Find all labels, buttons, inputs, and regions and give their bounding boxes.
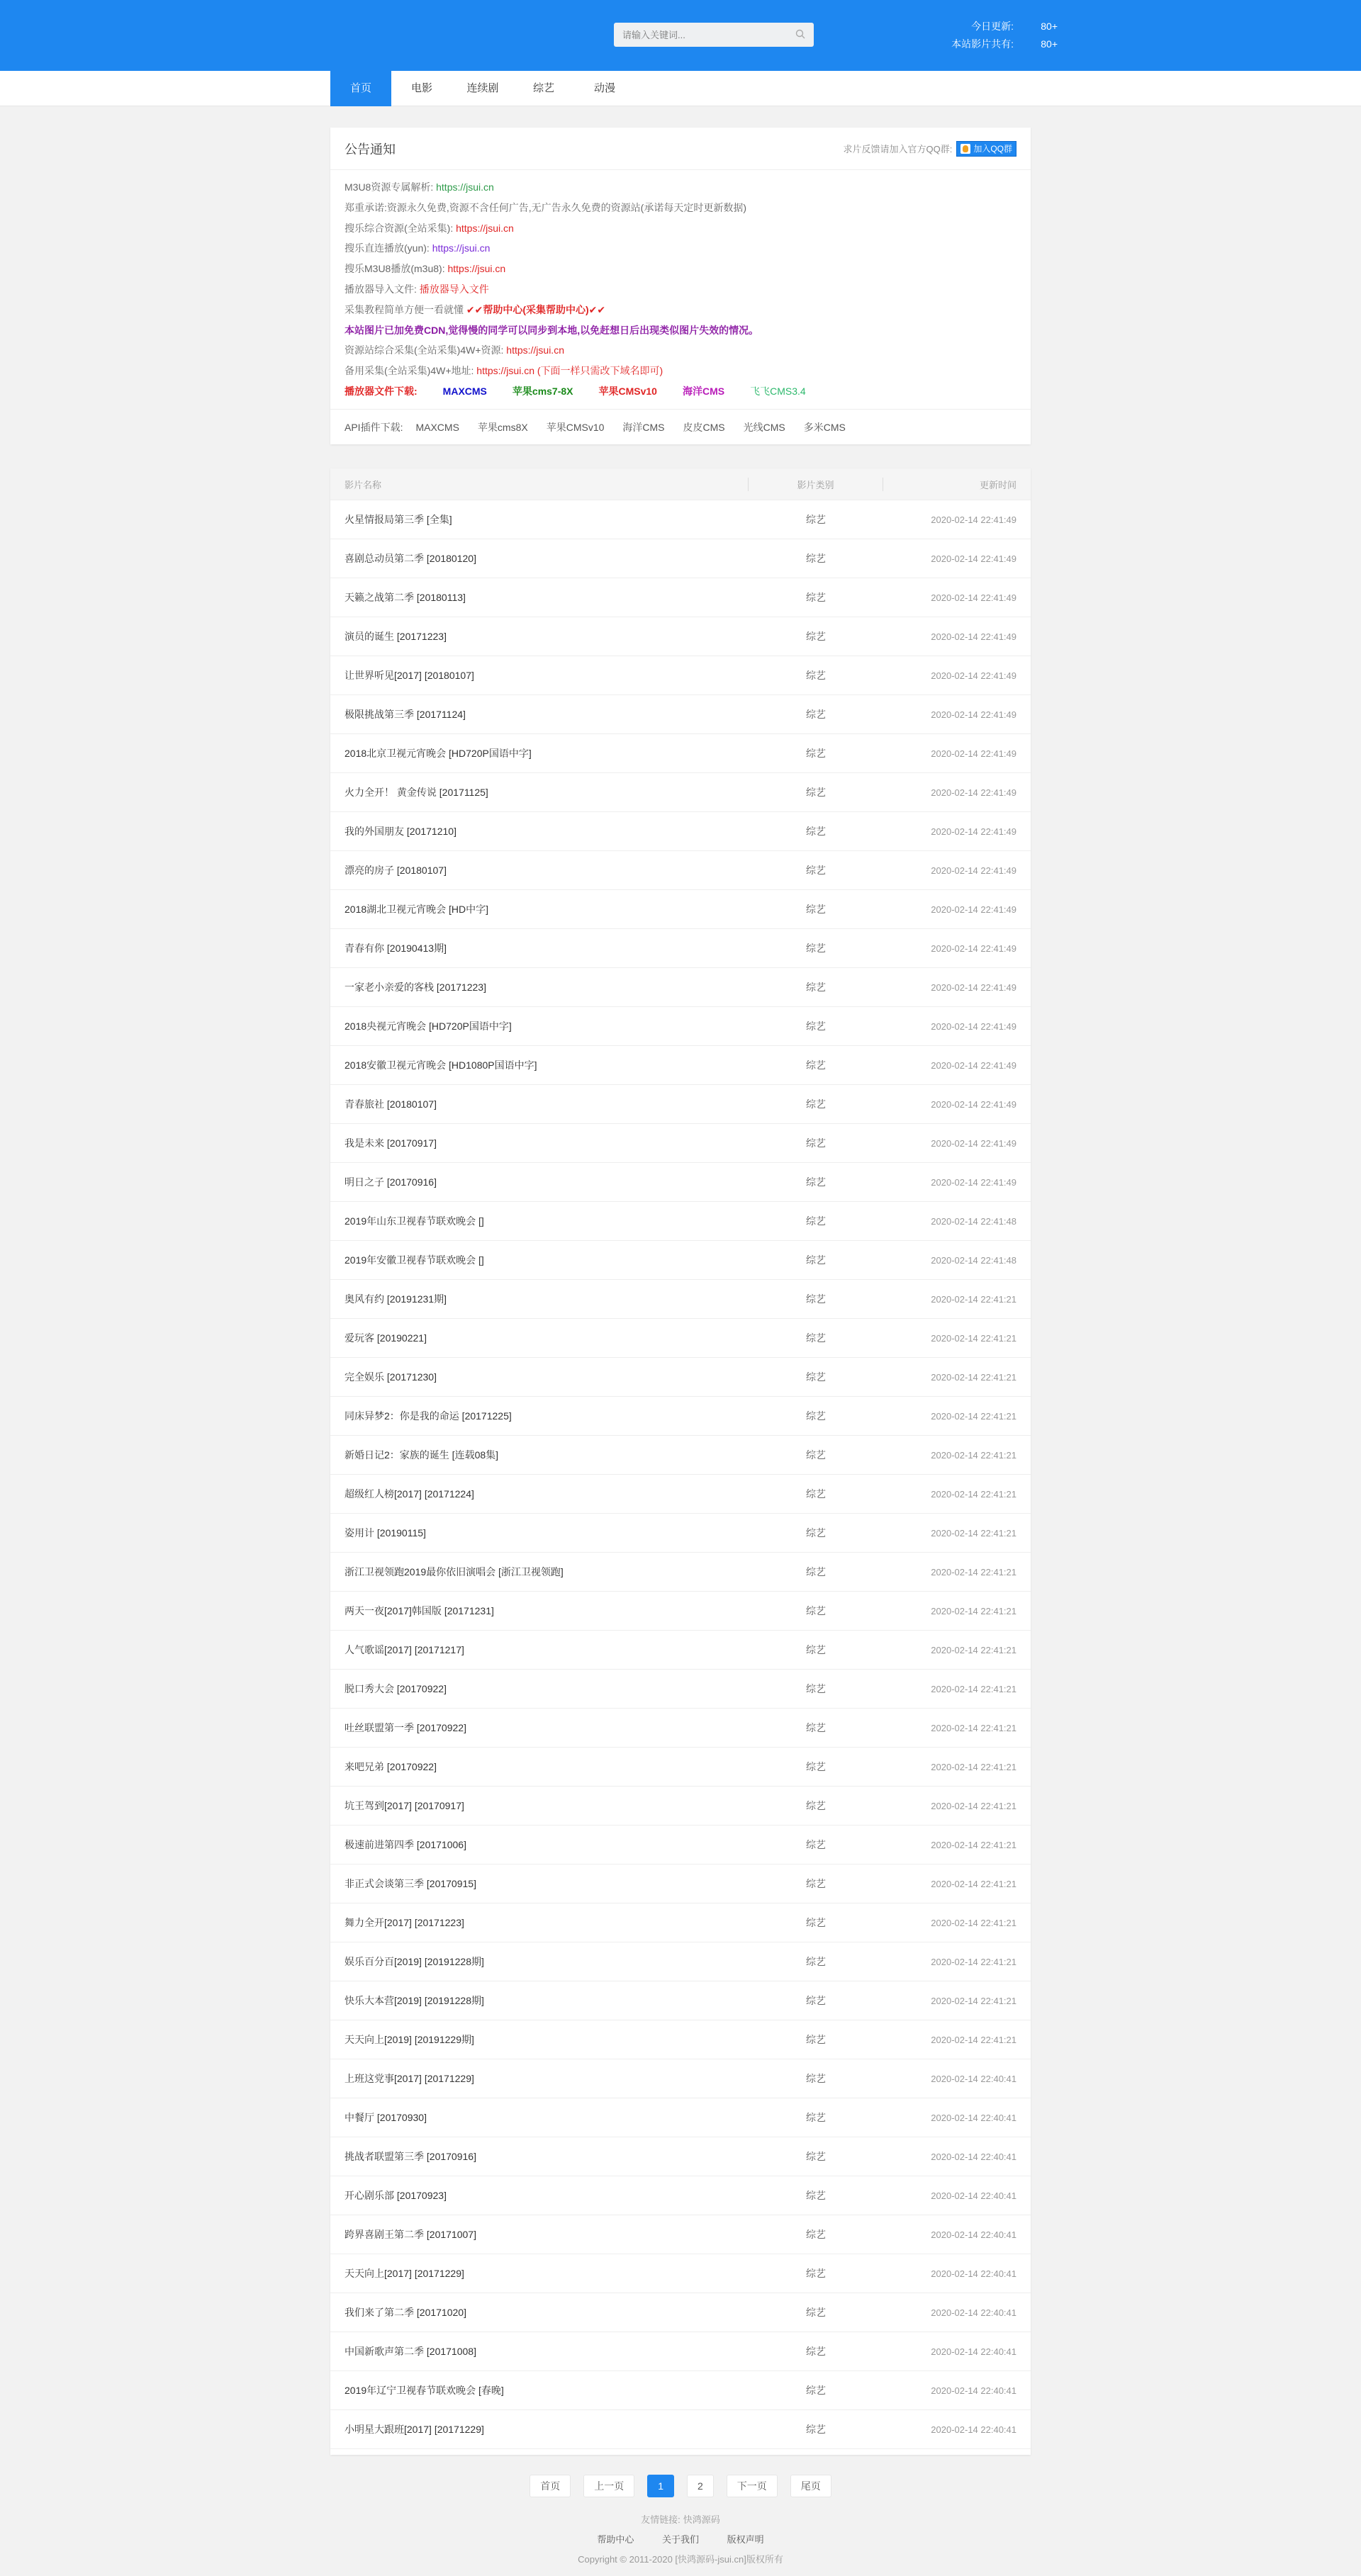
player-link-maxcms[interactable]: MAXCMS (442, 385, 487, 397)
table-row (330, 2137, 1031, 2176)
table-row (330, 2098, 1031, 2137)
video-update-time: 2020-02-14 22:41:21 (931, 1644, 1016, 1655)
video-title-link[interactable]: 漂亮的房子 [20180107] (345, 865, 447, 876)
video-category: 综艺 (806, 1839, 826, 1850)
video-title-link[interactable]: 天天向上[2017] [20171229] (345, 2268, 464, 2279)
video-update-time: 2020-02-14 22:41:49 (931, 748, 1016, 759)
table-row (330, 1748, 1031, 1787)
video-category: 综艺 (806, 2112, 826, 2123)
video-title-link[interactable]: 2018北京卫视元宵晚会 [HD720P国语中字] (345, 748, 532, 759)
table-row (330, 1007, 1031, 1046)
video-title-link[interactable]: 浙江卫视领跑2019最你依旧演唱会 [浙江卫视领跑] (345, 1566, 564, 1577)
video-title-link[interactable]: 演员的诞生 [20171223] (345, 631, 447, 642)
header (0, 0, 1361, 71)
stat-today (933, 18, 1058, 35)
notice-line (345, 218, 1016, 239)
video-update-time: 2020-02-14 22:41:49 (931, 1020, 1016, 1032)
video-update-time: 2020-02-14 22:41:21 (931, 1332, 1016, 1344)
table-row (330, 1046, 1031, 1085)
page-2[interactable]: 2 (687, 2475, 714, 2497)
video-category: 综艺 (806, 2190, 826, 2201)
video-update-time: 2020-02-14 22:40:41 (931, 2307, 1016, 2318)
video-update-time: 2020-02-14 22:40:41 (931, 2073, 1016, 2084)
video-title-link[interactable]: 极速前进第四季 [20171006] (345, 1839, 466, 1850)
video-update-time: 2020-02-14 22:41:21 (931, 1956, 1016, 1967)
video-title-link[interactable]: 我是未来 [20170917] (345, 1137, 437, 1149)
notice-line (345, 198, 1016, 218)
video-title-link[interactable]: 同床异梦2：你是我的命运 [20171225] (345, 1410, 512, 1422)
player-link-haiyang[interactable]: 海洋CMS (682, 385, 725, 397)
main-nav (0, 71, 1361, 106)
video-table (330, 468, 1031, 2455)
footer (330, 2510, 1031, 2570)
video-title-link[interactable]: 中国新歌声第二季 [20171008] (345, 2346, 476, 2357)
search-box (614, 23, 814, 47)
table-row (330, 1124, 1031, 1163)
notice-label: 郑重承诺:资源永久免费,资源不含任何广告,无广告永久免费的资源站(承诺每天定时更新数据) (345, 201, 746, 213)
table-row (330, 2371, 1031, 2410)
table-row (330, 2020, 1031, 2059)
video-title-link[interactable]: 2019年安徽卫视春节联欢晚会 [] (345, 1254, 484, 1266)
notice-label: 备用采集(全站采集)4W+地址: (345, 365, 474, 377)
video-update-time: 2020-02-14 22:40:41 (931, 2112, 1016, 2123)
video-update-time: 2020-02-14 22:41:49 (931, 865, 1016, 876)
video-title-link[interactable]: 火星情报局第三季 [全集] (345, 514, 452, 525)
footer-help-link[interactable]: 帮助中心 (597, 2534, 634, 2545)
video-category: 综艺 (806, 592, 826, 603)
video-update-time: 2020-02-14 22:41:21 (931, 2034, 1016, 2045)
table-row (330, 2254, 1031, 2293)
video-title-link[interactable]: 人气歌谣[2017] [20171217] (345, 1644, 464, 1655)
qq-icon (960, 144, 970, 154)
footer-copyright-link[interactable]: 版权声明 (727, 2534, 764, 2545)
table-row (330, 1397, 1031, 1436)
table-row (330, 539, 1031, 578)
player-link-pgcms7[interactable]: 苹果cms7-8X (512, 385, 573, 397)
table-row (330, 1709, 1031, 1748)
video-category: 综艺 (806, 670, 826, 681)
video-title-link[interactable]: 2018央视元宵晚会 [HD720P国语中字] (345, 1020, 512, 1032)
table-row (330, 890, 1031, 929)
table-row (330, 851, 1031, 890)
video-category: 综艺 (806, 1488, 826, 1500)
notice-line (345, 177, 1016, 198)
video-update-time: 2020-02-14 22:41:48 (931, 1254, 1016, 1266)
help-center-link[interactable]: ✔✔帮助中心(采集帮助中心)✔✔ (466, 303, 606, 315)
join-qq-label: 加入QQ群 (973, 144, 1012, 154)
search-input[interactable] (614, 23, 784, 47)
video-category: 综艺 (806, 1683, 826, 1694)
video-update-time: 2020-02-14 22:41:49 (931, 943, 1016, 954)
api-link-pgcms8[interactable]: 苹果cms8X (477, 422, 528, 434)
video-category: 综艺 (806, 787, 826, 798)
notice-line (345, 279, 1016, 300)
table-body (330, 500, 1031, 2449)
video-update-time: 2020-02-14 22:41:49 (931, 826, 1016, 837)
video-update-time: 2020-02-14 22:41:21 (931, 1683, 1016, 1694)
video-title-link[interactable]: 奥风有约 [20191231期] (345, 1293, 447, 1305)
video-category: 综艺 (806, 1956, 826, 1967)
nav-movie[interactable]: 电影 (410, 82, 432, 94)
video-category: 综艺 (806, 2385, 826, 2396)
api-link-pgcms10[interactable]: 苹果CMSv10 (546, 422, 605, 434)
video-update-time: 2020-02-14 22:41:49 (931, 1098, 1016, 1110)
video-title-link[interactable]: 我们来了第二季 [20171020] (345, 2307, 466, 2318)
notice-label: 资源站综合采集(全站采集)4W+资源: (345, 344, 504, 356)
video-category: 综艺 (806, 943, 826, 954)
table-row (330, 2059, 1031, 2098)
video-title-link[interactable]: 我的外国朋友 [20171210] (345, 826, 457, 837)
video-category: 综艺 (806, 1722, 826, 1733)
video-category: 综艺 (806, 631, 826, 642)
video-update-time: 2020-02-14 22:41:21 (931, 1488, 1016, 1500)
video-update-time: 2020-02-14 22:41:49 (931, 1176, 1016, 1188)
video-title-link[interactable]: 让世界听见[2017] [20180107] (345, 670, 474, 681)
table-row (330, 929, 1031, 968)
col-category: 影片类别 (749, 478, 883, 491)
video-update-time: 2020-02-14 22:40:41 (931, 2151, 1016, 2162)
video-title-link[interactable]: 新婚日记2：家族的诞生 [连载08集] (345, 1449, 499, 1461)
stat-label: 今日更新: (971, 21, 1014, 32)
table-row (330, 1942, 1031, 1981)
player-label: 播放器文件下载: (345, 385, 418, 397)
player-link-pgcms10[interactable]: 苹果CMSv10 (598, 385, 657, 397)
video-title-link[interactable]: 快乐大本营[2019] [20191228期] (345, 1995, 484, 2006)
video-title-link[interactable]: 2018湖北卫视元宵晚会 [HD中字] (345, 904, 489, 915)
table-row (330, 1514, 1031, 1553)
table-row (330, 500, 1031, 539)
table-row (330, 2332, 1031, 2371)
notice-line (345, 361, 1016, 381)
notice-line (345, 300, 1016, 320)
video-update-time: 2020-02-14 22:41:49 (931, 514, 1016, 525)
table-row (330, 1787, 1031, 1826)
table-row (330, 1319, 1031, 1358)
page-next[interactable]: 下一页 (727, 2475, 778, 2497)
video-title-link[interactable]: 吐丝联盟第一季 [20170922] (345, 1722, 466, 1733)
table-row (330, 2293, 1031, 2332)
video-title-link[interactable]: 青春有你 [20190413期] (345, 943, 447, 954)
table-row (330, 656, 1031, 695)
api-downloads (330, 409, 1031, 446)
notice-line (345, 259, 1016, 279)
stat-total (933, 35, 1058, 53)
stat-value: 80+ (1041, 38, 1058, 50)
video-update-time: 2020-02-14 22:41:21 (931, 1995, 1016, 2006)
site-stats (933, 18, 1058, 53)
nav-series[interactable]: 连续剧 (466, 82, 499, 94)
video-title-link[interactable]: 上班这党事[2017] [20171229] (345, 2073, 474, 2084)
nav-anime[interactable]: 动漫 (593, 82, 615, 94)
video-category: 综艺 (806, 1215, 826, 1227)
video-category: 综艺 (806, 904, 826, 915)
notice-link[interactable]: https://jsui.cn (447, 263, 506, 275)
footer-about-link[interactable]: 关于我们 (661, 2534, 699, 2545)
video-update-time: 2020-02-14 22:41:49 (931, 670, 1016, 681)
video-category: 综艺 (806, 1410, 826, 1422)
table-row (330, 1358, 1031, 1397)
video-category: 综艺 (806, 1098, 826, 1110)
video-update-time: 2020-02-14 22:41:49 (931, 631, 1016, 642)
video-update-time: 2020-02-14 22:40:41 (931, 2424, 1016, 2435)
friend-links-label: 友情链接: (641, 2514, 680, 2525)
video-title-link[interactable]: 天天向上[2019] [20191229期] (345, 2034, 474, 2045)
table-row (330, 773, 1031, 812)
table-row (330, 1085, 1031, 1124)
video-update-time: 2020-02-14 22:41:49 (931, 592, 1016, 603)
video-title-link[interactable]: 超级红人榜[2017] [20171224] (345, 1488, 474, 1500)
nav-home[interactable]: 首页 (330, 71, 391, 106)
notice-link[interactable]: https://jsui.cn (432, 242, 491, 254)
video-update-time: 2020-02-14 22:41:49 (931, 709, 1016, 720)
notice-label: 播放器导入文件: (345, 283, 417, 295)
notice-line (345, 340, 1016, 361)
notice-title: 公告通知 (345, 142, 396, 157)
video-title-link[interactable]: 姿用计 [20190115] (345, 1527, 426, 1539)
table-row (330, 578, 1031, 617)
table-row (330, 2215, 1031, 2254)
page-last[interactable]: 尾页 (790, 2475, 831, 2497)
video-update-time: 2020-02-14 22:41:21 (931, 1878, 1016, 1889)
col-name: 影片名称 (330, 478, 749, 491)
video-title-link[interactable]: 火力全开！ 黄金传说 [20171125] (345, 787, 488, 798)
video-title-link[interactable]: 青春旅社 [20180107] (345, 1098, 437, 1110)
video-title-link[interactable]: 2019年山东卫视春节联欢晚会 [] (345, 1215, 484, 1227)
video-category: 综艺 (806, 2034, 826, 2045)
nav-variety[interactable]: 综艺 (532, 82, 554, 94)
table-row (330, 2410, 1031, 2449)
table-row (330, 1864, 1031, 1903)
video-title-link[interactable]: 2018安徽卫视元宵晚会 [HD1080P国语中字] (345, 1059, 537, 1071)
video-category: 综艺 (806, 1332, 826, 1344)
player-link-feifei[interactable]: 飞飞CMS3.4 (750, 385, 806, 397)
video-category: 综艺 (806, 2424, 826, 2435)
col-time: 更新时间 (979, 479, 1016, 490)
notice-label: 搜乐直连播放(yun): (345, 242, 430, 254)
video-title-link[interactable]: 脱口秀大会 [20170922] (345, 1683, 447, 1694)
video-category: 综艺 (806, 1527, 826, 1539)
notice-link[interactable]: https://jsui.cn (506, 344, 564, 356)
table-row (330, 1553, 1031, 1592)
video-update-time: 2020-02-14 22:41:48 (931, 1215, 1016, 1227)
video-update-time: 2020-02-14 22:41:21 (931, 1800, 1016, 1811)
table-row (330, 1826, 1031, 1864)
table-row (330, 1163, 1031, 1202)
video-category: 综艺 (806, 1566, 826, 1577)
copyright: Copyright © 2011-2020 [快鸿源码-jsui.cn]版权所有 (578, 2554, 783, 2565)
join-qq-button[interactable] (956, 141, 1016, 157)
video-category: 综艺 (806, 1137, 826, 1149)
video-update-time: 2020-02-14 22:40:41 (931, 2385, 1016, 2396)
video-title-link[interactable]: 喜剧总动员第二季 [20180120] (345, 553, 476, 564)
video-title-link[interactable]: 中餐厅 [20170930] (345, 2112, 427, 2123)
api-label: API插件下载: (345, 422, 403, 434)
qq-prompt: 求片反馈请加入官方QQ群: (843, 144, 953, 154)
table-row (330, 1241, 1031, 1280)
video-category: 综艺 (806, 1020, 826, 1032)
video-title-link[interactable]: 明日之子 [20170916] (345, 1176, 437, 1188)
video-category: 综艺 (806, 748, 826, 759)
stat-label: 本站影片共有: (951, 38, 1014, 50)
video-update-time: 2020-02-14 22:41:49 (931, 904, 1016, 915)
video-title-link[interactable]: 2019年辽宁卫视春节联欢晚会 [春晚] (345, 2385, 504, 2396)
notice-link[interactable]: https://jsui.cn (436, 181, 494, 193)
video-title-link[interactable]: 娱乐百分百[2019] [20191228期] (345, 1956, 484, 1967)
api-link-maxcms[interactable]: MAXCMS (415, 422, 459, 434)
video-category: 综艺 (806, 709, 826, 720)
page-first[interactable]: 首页 (530, 2475, 571, 2497)
notice-line (345, 320, 1016, 341)
video-category: 综艺 (806, 826, 826, 837)
table-row (330, 1981, 1031, 2020)
video-update-time: 2020-02-14 22:41:49 (931, 1137, 1016, 1149)
video-title-link[interactable]: 跨界喜剧王第二季 [20171007] (345, 2229, 476, 2240)
video-update-time: 2020-02-14 22:41:21 (931, 1527, 1016, 1539)
search-icon[interactable] (795, 29, 805, 39)
video-title-link[interactable]: 完全娱乐 [20171230] (345, 1371, 437, 1383)
video-category: 综艺 (806, 982, 826, 993)
friend-link[interactable]: 快鸿源码 (683, 2514, 720, 2525)
notice-link[interactable]: 播放器导入文件 (419, 283, 489, 295)
video-category: 综艺 (806, 1449, 826, 1461)
video-title-link[interactable]: 小明星大跟班[2017] [20171229] (345, 2424, 484, 2435)
table-row (330, 1202, 1031, 1241)
notice-line (345, 238, 1016, 259)
video-category: 综艺 (806, 1605, 826, 1616)
video-update-time: 2020-02-14 22:41:49 (931, 553, 1016, 564)
table-row (330, 1592, 1031, 1631)
notice-panel (330, 128, 1031, 444)
video-category: 综艺 (806, 1800, 826, 1811)
video-category: 综艺 (806, 1176, 826, 1188)
video-update-time: 2020-02-14 22:40:41 (931, 2229, 1016, 2240)
table-row (330, 1903, 1031, 1942)
table-row (330, 968, 1031, 1007)
video-category: 综艺 (806, 2151, 826, 2162)
page-1[interactable]: 1 (647, 2475, 674, 2497)
video-update-time: 2020-02-14 22:40:41 (931, 2268, 1016, 2279)
video-category: 综艺 (806, 1761, 826, 1772)
video-title-link[interactable]: 两天一夜[2017]韩国版 [20171231] (345, 1605, 494, 1616)
notice-label: 采集教程简单方便一看就懂 (345, 303, 464, 315)
notice-link[interactable]: https://jsui.cn (456, 222, 514, 234)
video-title-link[interactable]: 天籁之战第二季 [20180113] (345, 592, 466, 603)
video-title-link[interactable]: 挑战者联盟第三季 [20170916] (345, 2151, 476, 2162)
notice-label: 搜乐M3U8播放(m3u8): (345, 263, 445, 275)
video-category: 综艺 (806, 1917, 826, 1928)
video-update-time: 2020-02-14 22:41:21 (931, 1371, 1016, 1383)
video-update-time: 2020-02-14 22:41:21 (931, 1293, 1016, 1305)
api-link-duomi[interactable]: 多米CMS (803, 422, 846, 434)
video-category: 综艺 (806, 2307, 826, 2318)
video-category: 综艺 (806, 553, 826, 564)
video-update-time: 2020-02-14 22:41:49 (931, 1059, 1016, 1071)
video-update-time: 2020-02-14 22:41:49 (931, 982, 1016, 993)
video-category: 综艺 (806, 1878, 826, 1889)
video-category: 综艺 (806, 1293, 826, 1305)
video-update-time: 2020-02-14 22:41:21 (931, 1449, 1016, 1461)
table-row (330, 1631, 1031, 1670)
table-row (330, 695, 1031, 734)
video-title-link[interactable]: 极限挑战第三季 [20171124] (345, 709, 466, 720)
video-update-time: 2020-02-14 22:41:49 (931, 787, 1016, 798)
video-category: 综艺 (806, 1254, 826, 1266)
table-row (330, 1475, 1031, 1514)
video-title-link[interactable]: 来吧兄弟 [20170922] (345, 1761, 437, 1772)
video-category: 综艺 (806, 1995, 826, 2006)
stat-value: 80+ (1041, 21, 1058, 32)
video-update-time: 2020-02-14 22:40:41 (931, 2346, 1016, 2357)
notice-label: 搜乐综合资源(全站采集): (345, 222, 454, 234)
video-update-time: 2020-02-14 22:41:21 (931, 1605, 1016, 1616)
table-row (330, 1436, 1031, 1475)
table-row (330, 2176, 1031, 2215)
video-title-link[interactable]: 爱玩客 [20190221] (345, 1332, 427, 1344)
video-category: 综艺 (806, 1371, 826, 1383)
video-category: 综艺 (806, 2229, 826, 2240)
table-row (330, 617, 1031, 656)
video-category: 综艺 (806, 2073, 826, 2084)
notice-link[interactable]: https://jsui.cn (下面一样只需改下域名即可) (476, 365, 663, 377)
pagination (330, 2475, 1031, 2497)
video-category: 综艺 (806, 1059, 826, 1071)
video-title-link[interactable]: 非正式会谈第三季 [20170915] (345, 1878, 476, 1889)
video-category: 综艺 (806, 1644, 826, 1655)
video-update-time: 2020-02-14 22:41:21 (931, 1410, 1016, 1422)
video-category: 综艺 (806, 2268, 826, 2279)
video-category: 综艺 (806, 514, 826, 525)
table-header (330, 468, 1031, 500)
notice-label: M3U8资源专属解析: (345, 181, 434, 193)
video-update-time: 2020-02-14 22:41:21 (931, 1917, 1016, 1928)
video-update-time: 2020-02-14 22:40:41 (931, 2190, 1016, 2201)
table-row (330, 1280, 1031, 1319)
video-update-time: 2020-02-14 22:41:21 (931, 1722, 1016, 1733)
video-category: 综艺 (806, 2346, 826, 2357)
api-link-guangxian[interactable]: 光线CMS (743, 422, 785, 434)
video-category: 综艺 (806, 865, 826, 876)
video-update-time: 2020-02-14 22:41:21 (931, 1761, 1016, 1772)
table-row (330, 734, 1031, 773)
api-link-pipi[interactable]: 皮皮CMS (683, 422, 725, 434)
video-title-link[interactable]: 开心剧乐部 [20170923] (345, 2190, 447, 2201)
table-row (330, 812, 1031, 851)
player-downloads (345, 381, 1016, 402)
page-prev[interactable]: 上一页 (583, 2475, 634, 2497)
video-update-time: 2020-02-14 22:41:21 (931, 1566, 1016, 1577)
video-title-link[interactable]: 坑王驾到[2017] [20170917] (345, 1800, 464, 1811)
notice-label: 本站图片已加免费CDN,觉得慢的同学可以同步到本地,以免赶想日后出现类似图片失效的情况。 (345, 324, 759, 336)
video-update-time: 2020-02-14 22:41:21 (931, 1839, 1016, 1850)
video-title-link[interactable]: 一家老小亲爱的客栈 [20171223] (345, 982, 486, 993)
table-row (330, 1670, 1031, 1709)
video-title-link[interactable]: 舞力全开[2017] [20171223] (345, 1917, 464, 1928)
api-link-haiyang[interactable]: 海洋CMS (622, 422, 665, 434)
